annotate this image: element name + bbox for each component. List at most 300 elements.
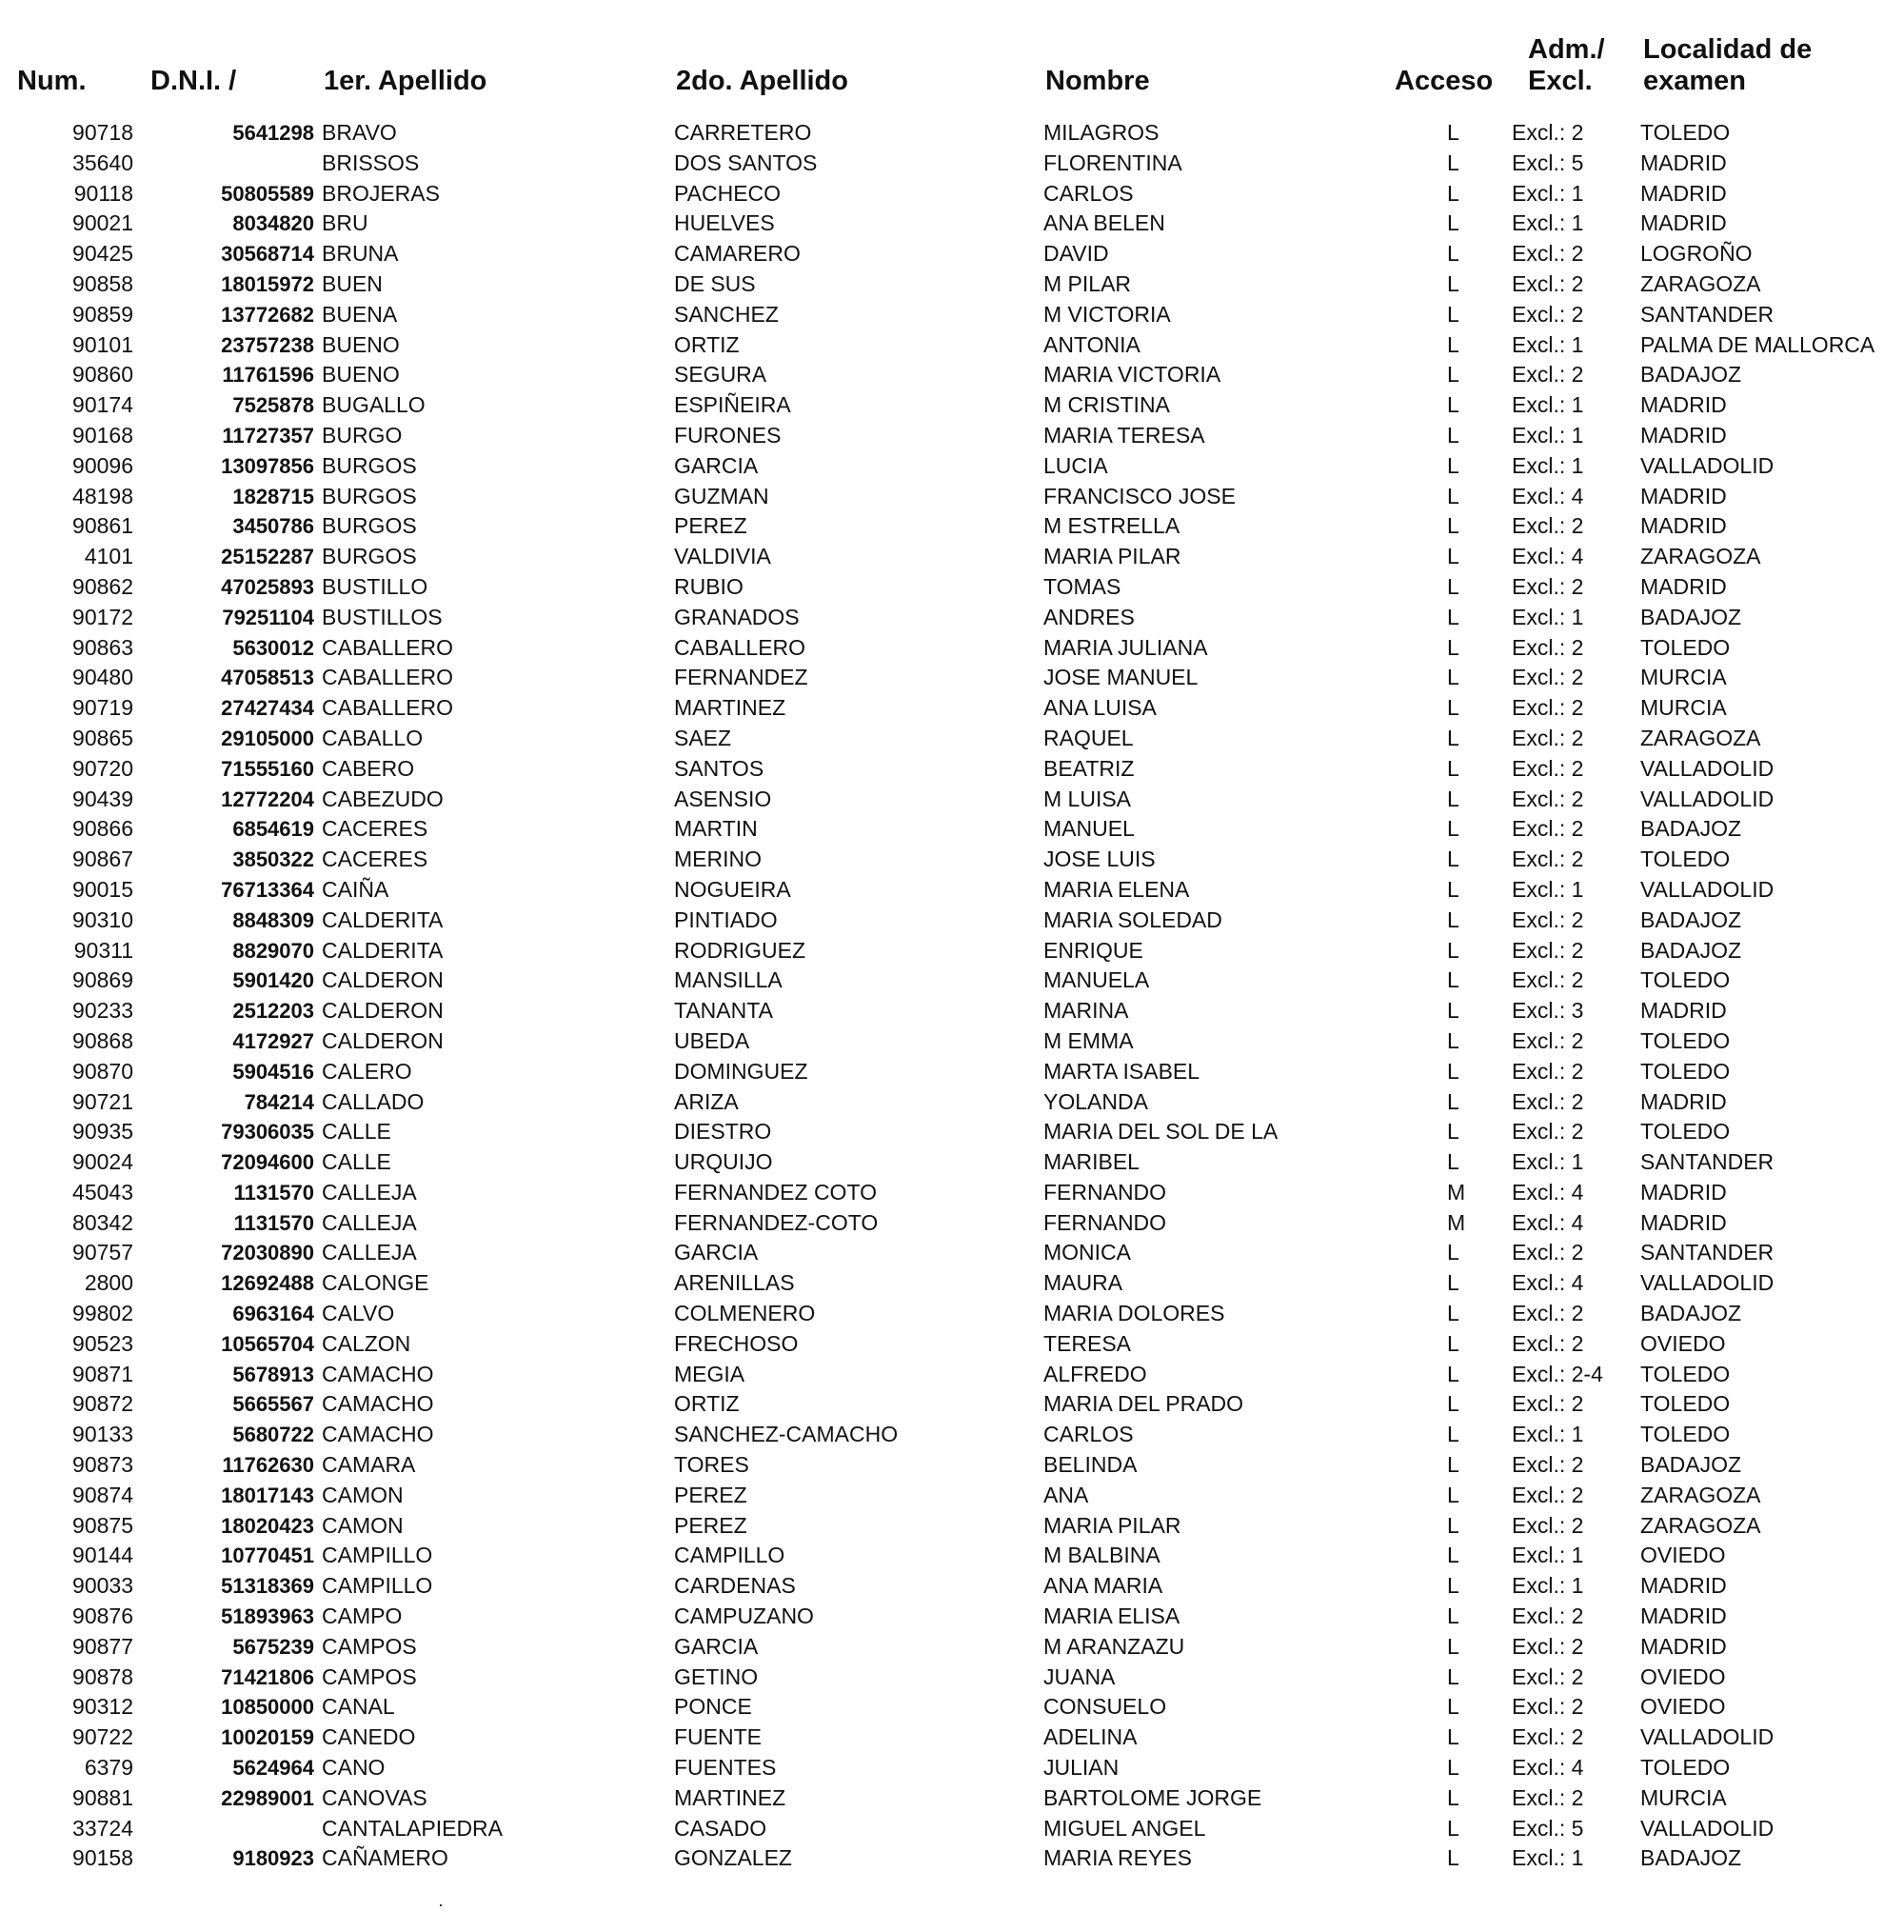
- cell-name: CARLOS: [1043, 1422, 1134, 1447]
- cell-exam-location: TOLEDO: [1640, 120, 1731, 145]
- cell-exam-location: MADRID: [1640, 392, 1727, 418]
- cell-second-surname: FERNANDEZ-COTO: [674, 1209, 879, 1235]
- cell-adm-excl: Excl.: 2: [1512, 1633, 1584, 1659]
- cell-num: 90872: [72, 1391, 133, 1417]
- table-row: [0, 693, 1904, 724]
- cell-first-surname: CALDERITA: [322, 937, 444, 963]
- cell-num: 90860: [72, 362, 133, 388]
- cell-dni: 50805589: [221, 181, 314, 206]
- cell-name: RAQUEL: [1043, 725, 1134, 750]
- cell-exam-location: BADAJOZ: [1640, 1301, 1742, 1326]
- cell-second-surname: UBEDA: [674, 1027, 750, 1053]
- cell-dni: 13772682: [221, 302, 314, 327]
- table-row: [0, 330, 1904, 361]
- table-row: [0, 1208, 1904, 1239]
- cell-second-surname: ASENSIO: [674, 786, 772, 811]
- cell-adm-excl: Excl.: 2: [1512, 695, 1584, 721]
- cell-dni: 5665567: [232, 1392, 314, 1417]
- cell-exam-location: TOLEDO: [1640, 967, 1731, 993]
- cell-num: 35640: [72, 149, 133, 175]
- cell-first-surname: CALLE: [322, 1149, 391, 1175]
- cell-second-surname: MARTINEZ: [674, 695, 786, 721]
- cell-dni: 79251104: [222, 605, 314, 629]
- cell-num: 2800: [84, 1270, 133, 1296]
- cell-dni: 10770451: [221, 1544, 314, 1568]
- cell-adm-excl: Excl.: 2: [1512, 1330, 1584, 1356]
- cell-num: 90868: [72, 1027, 133, 1053]
- cell-num: 90311: [73, 937, 133, 963]
- cell-second-surname: TANANTA: [674, 998, 773, 1024]
- cell-exam-location: BADAJOZ: [1640, 937, 1742, 963]
- cell-adm-excl: Excl.: 2: [1512, 270, 1584, 296]
- cell-second-surname: URQUIJO: [674, 1149, 773, 1175]
- cell-name: ANA BELEN: [1043, 210, 1165, 236]
- cell-first-surname: BURGOS: [322, 513, 417, 539]
- table-row: [0, 845, 1904, 875]
- cell-dni: 10850000: [221, 1695, 314, 1720]
- cell-name: M BALBINA: [1043, 1543, 1160, 1568]
- table-row: [0, 1178, 1904, 1208]
- cell-dni: 5675239: [232, 1634, 314, 1659]
- cell-name: FRANCISCO JOSE: [1043, 483, 1236, 508]
- cell-dni: 51318369: [221, 1574, 314, 1599]
- cell-exam-location: BADAJOZ: [1640, 816, 1742, 842]
- cell-name: BELINDA: [1043, 1452, 1138, 1478]
- table-row: [0, 1481, 1904, 1511]
- cell-dni: 3850322: [232, 847, 314, 872]
- cell-exam-location: MADRID: [1640, 1209, 1727, 1235]
- cell-name: M PILAR: [1043, 270, 1132, 296]
- table-row: [0, 1783, 1904, 1814]
- table-row: [0, 1087, 1904, 1118]
- cell-access: L: [1447, 573, 1459, 599]
- cell-name: BEATRIZ: [1043, 755, 1135, 781]
- table-row: [0, 542, 1904, 572]
- cell-exam-location: MADRID: [1640, 513, 1727, 539]
- cell-dni: 22989001: [221, 1785, 314, 1810]
- cell-adm-excl: Excl.: 2: [1512, 937, 1584, 963]
- scan-speck: [440, 1904, 442, 1906]
- cell-adm-excl: Excl.: 2: [1512, 634, 1584, 660]
- cell-dni: 6854619: [232, 817, 314, 842]
- cell-dni: 4172927: [232, 1028, 314, 1053]
- cell-exam-location: TOLEDO: [1640, 846, 1731, 872]
- cell-num: 90174: [72, 392, 133, 418]
- cell-num: 90871: [72, 1361, 133, 1386]
- cell-name: MARIA DOLORES: [1043, 1301, 1225, 1326]
- cell-second-surname: HUELVES: [674, 210, 775, 236]
- cell-exam-location: BADAJOZ: [1640, 906, 1742, 932]
- cell-access: L: [1447, 241, 1459, 267]
- cell-access: L: [1447, 1543, 1459, 1568]
- cell-num: 90874: [72, 1482, 133, 1507]
- header-access: Acceso: [1395, 66, 1494, 96]
- cell-access: L: [1447, 1301, 1459, 1326]
- cell-first-surname: CALZON: [322, 1330, 411, 1356]
- table-row: [0, 1238, 1904, 1268]
- cell-exam-location: ZARAGOZA: [1640, 544, 1761, 569]
- table-row: [0, 1450, 1904, 1481]
- cell-name: DAVID: [1043, 241, 1109, 267]
- cell-name: JULIAN: [1043, 1755, 1120, 1781]
- cell-access: L: [1447, 1422, 1459, 1447]
- cell-adm-excl: Excl.: 2: [1512, 1724, 1584, 1750]
- cell-second-surname: FUENTE: [674, 1724, 762, 1750]
- cell-adm-excl: Excl.: 2: [1512, 725, 1584, 750]
- cell-name: M ARANZAZU: [1043, 1633, 1185, 1659]
- cell-second-surname: MEGIA: [674, 1361, 745, 1386]
- cell-exam-location: BADAJOZ: [1640, 362, 1742, 388]
- cell-access: L: [1447, 1149, 1459, 1175]
- cell-dni: 6963164: [232, 1302, 314, 1326]
- cell-second-surname: CARRETERO: [674, 120, 812, 145]
- cell-first-surname: CALDERON: [322, 1027, 444, 1053]
- cell-second-surname: CABALLERO: [674, 634, 806, 660]
- cell-name: M VICTORIA: [1043, 301, 1171, 327]
- cell-first-surname: CANEDO: [322, 1724, 416, 1750]
- cell-dni: 27427434: [221, 696, 314, 721]
- cell-exam-location: VALLADOLID: [1640, 755, 1775, 781]
- table-row: [0, 966, 1904, 996]
- header-num: Num.: [17, 66, 87, 96]
- cell-access: L: [1447, 1119, 1459, 1145]
- table-row: [0, 996, 1904, 1026]
- cell-dni: 11727357: [222, 423, 314, 448]
- cell-adm-excl: Excl.: 5: [1512, 149, 1584, 175]
- table-row: [0, 754, 1904, 785]
- cell-exam-location: ZARAGOZA: [1640, 1482, 1761, 1507]
- cell-exam-location: VALLADOLID: [1640, 1724, 1775, 1750]
- cell-first-surname: CALLEJA: [322, 1240, 417, 1265]
- cell-access: L: [1447, 1391, 1459, 1417]
- cell-access: L: [1447, 1694, 1459, 1720]
- cell-first-surname: CALERO: [322, 1058, 412, 1084]
- cell-num: 90881: [72, 1784, 133, 1810]
- cell-second-surname: CAMPILLO: [674, 1543, 785, 1568]
- cell-num: 4101: [84, 544, 133, 569]
- cell-dni: 11761596: [222, 363, 314, 388]
- cell-num: 90870: [72, 1058, 133, 1084]
- cell-name: JOSE MANUEL: [1043, 665, 1199, 690]
- cell-name: MARIA JULIANA: [1043, 634, 1208, 660]
- cell-access: L: [1447, 1240, 1459, 1265]
- cell-exam-location: SANTANDER: [1640, 301, 1775, 327]
- cell-first-surname: CANAL: [322, 1694, 395, 1720]
- cell-adm-excl: Excl.: 2: [1512, 1119, 1584, 1145]
- cell-num: 90875: [72, 1512, 133, 1538]
- cell-access: L: [1447, 180, 1459, 206]
- cell-exam-location: MADRID: [1640, 1179, 1727, 1205]
- table-row: [0, 1360, 1904, 1390]
- cell-num: 90024: [72, 1149, 133, 1175]
- cell-access: L: [1447, 1361, 1459, 1386]
- table-row: [0, 149, 1904, 179]
- cell-second-surname: GUZMAN: [674, 483, 769, 508]
- table-row: [0, 1663, 1904, 1693]
- cell-adm-excl: Excl.: 1: [1512, 876, 1584, 902]
- cell-second-surname: CAMARERO: [674, 241, 801, 267]
- cell-adm-excl: Excl.: 4: [1512, 1209, 1584, 1235]
- cell-second-surname: RODRIGUEZ: [674, 937, 805, 963]
- cell-name: BARTOLOME JORGE: [1043, 1784, 1262, 1810]
- cell-num: 90867: [72, 846, 133, 872]
- cell-adm-excl: Excl.: 4: [1512, 1179, 1584, 1205]
- cell-dni: 10565704: [221, 1331, 314, 1356]
- cell-num: 90878: [72, 1663, 133, 1689]
- cell-exam-location: TOLEDO: [1640, 1119, 1731, 1145]
- cell-second-surname: MANSILLA: [674, 967, 783, 993]
- header-adm-line2: Excl.: [1528, 66, 1593, 96]
- cell-exam-location: VALLADOLID: [1640, 1270, 1775, 1296]
- cell-name: FERNANDO: [1043, 1179, 1167, 1205]
- cell-num: 90876: [72, 1603, 133, 1629]
- cell-second-surname: PONCE: [674, 1694, 752, 1720]
- cell-num: 90873: [72, 1452, 133, 1478]
- cell-second-surname: SAEZ: [674, 725, 732, 750]
- cell-num: 90861: [72, 513, 133, 539]
- cell-first-surname: BURGOS: [322, 452, 417, 478]
- cell-num: 90877: [72, 1633, 133, 1659]
- cell-name: MARIA DEL SOL DE LA: [1043, 1119, 1279, 1145]
- cell-name: ADELINA: [1043, 1724, 1138, 1750]
- cell-num: 90310: [72, 906, 133, 932]
- cell-access: L: [1447, 634, 1459, 660]
- cell-access: L: [1447, 1270, 1459, 1296]
- cell-name: ENRIQUE: [1043, 937, 1143, 963]
- cell-name: MIGUEL ANGEL: [1043, 1815, 1206, 1841]
- cell-first-surname: CAIÑA: [322, 876, 389, 902]
- table-row: [0, 1753, 1904, 1783]
- cell-access: L: [1447, 1027, 1459, 1053]
- cell-adm-excl: Excl.: 1: [1512, 604, 1584, 629]
- cell-second-surname: ORTIZ: [674, 1391, 740, 1417]
- cell-access: L: [1447, 604, 1459, 629]
- cell-num: 99802: [72, 1301, 133, 1326]
- cell-num: 90144: [72, 1543, 133, 1568]
- cell-dni: 47025893: [221, 574, 314, 599]
- table-row: [0, 451, 1904, 482]
- table-row: [0, 421, 1904, 451]
- table-row: [0, 1147, 1904, 1178]
- cell-access: L: [1447, 695, 1459, 721]
- cell-name: MARIA SOLEDAD: [1043, 906, 1222, 932]
- cell-name: MARIA PILAR: [1043, 1512, 1181, 1538]
- cell-first-surname: CAMPO: [322, 1603, 403, 1629]
- cell-adm-excl: Excl.: 2: [1512, 241, 1584, 267]
- cell-exam-location: TOLEDO: [1640, 1422, 1731, 1447]
- cell-dni: 1131570: [233, 1180, 314, 1205]
- cell-first-surname: BURGOS: [322, 483, 417, 508]
- cell-num: 90863: [72, 634, 133, 660]
- cell-dni: 8829070: [232, 938, 314, 963]
- cell-second-surname: SANCHEZ-CAMACHO: [674, 1422, 899, 1447]
- cell-first-surname: BRAVO: [322, 120, 397, 145]
- cell-name: ANA MARIA: [1043, 1573, 1163, 1599]
- cell-dni: 7525878: [232, 393, 314, 418]
- cell-name: MARIA ELENA: [1043, 876, 1190, 902]
- header-name: Nombre: [1045, 66, 1150, 96]
- cell-exam-location: MADRID: [1640, 422, 1727, 448]
- table-row: [0, 360, 1904, 390]
- cell-name: MARIA ELISA: [1043, 1603, 1180, 1629]
- table-row: [0, 785, 1904, 815]
- cell-num: 80342: [72, 1209, 133, 1235]
- header-location-line1: Localidad de: [1643, 34, 1813, 65]
- cell-second-surname: GONZALEZ: [674, 1845, 792, 1871]
- cell-access: L: [1447, 483, 1459, 508]
- cell-name: CONSUELO: [1043, 1694, 1167, 1720]
- cell-dni: 5680722: [232, 1423, 314, 1447]
- cell-access: L: [1447, 1330, 1459, 1356]
- cell-first-surname: CALVO: [322, 1301, 395, 1326]
- table-row: [0, 300, 1904, 330]
- cell-second-surname: DOS SANTOS: [674, 149, 818, 175]
- cell-dni: 5641298: [232, 121, 314, 145]
- cell-exam-location: MADRID: [1640, 998, 1727, 1024]
- cell-num: 90935: [72, 1119, 133, 1145]
- cell-adm-excl: Excl.: 2: [1512, 755, 1584, 781]
- cell-exam-location: VALLADOLID: [1640, 1815, 1775, 1841]
- cell-access: L: [1447, 998, 1459, 1024]
- cell-dni: 23757238: [221, 332, 314, 357]
- header-location-line2: examen: [1643, 66, 1747, 96]
- table-row: [0, 1268, 1904, 1299]
- cell-exam-location: SANTANDER: [1640, 1149, 1775, 1175]
- cell-num: 6379: [84, 1755, 133, 1781]
- cell-access: L: [1447, 725, 1459, 750]
- cell-name: MARIA DEL PRADO: [1043, 1391, 1244, 1417]
- table-row: [0, 179, 1904, 209]
- cell-access: L: [1447, 513, 1459, 539]
- cell-dni: 5630012: [232, 635, 314, 660]
- cell-access: L: [1447, 755, 1459, 781]
- cell-adm-excl: Excl.: 2: [1512, 1088, 1584, 1114]
- table-row: [0, 1057, 1904, 1087]
- cell-second-surname: SANTOS: [674, 755, 764, 781]
- cell-exam-location: TOLEDO: [1640, 1755, 1731, 1781]
- cell-dni: 5624964: [232, 1756, 314, 1781]
- table-row: [0, 1026, 1904, 1057]
- cell-adm-excl: Excl.: 1: [1512, 210, 1584, 236]
- cell-second-surname: GETINO: [674, 1663, 759, 1689]
- cell-num: 90033: [72, 1573, 133, 1599]
- cell-second-surname: GARCIA: [674, 1240, 759, 1265]
- cell-first-surname: BURGOS: [322, 544, 417, 569]
- cell-num: 90233: [72, 998, 133, 1024]
- cell-adm-excl: Excl.: 2: [1512, 786, 1584, 811]
- cell-dni: 9180923: [232, 1846, 314, 1871]
- cell-num: 90172: [72, 604, 133, 629]
- cell-num: 90865: [72, 725, 133, 750]
- cell-adm-excl: Excl.: 2: [1512, 816, 1584, 842]
- cell-second-surname: PACHECO: [674, 180, 782, 206]
- cell-name: MARIA TERESA: [1043, 422, 1205, 448]
- table-row: [0, 1843, 1904, 1874]
- cell-name: M EMMA: [1043, 1027, 1134, 1053]
- cell-adm-excl: Excl.: 5: [1512, 1815, 1584, 1841]
- cell-dni: 25152287: [221, 545, 314, 569]
- cell-name: MARIA PILAR: [1043, 544, 1181, 569]
- cell-first-surname: CACERES: [322, 816, 428, 842]
- cell-adm-excl: Excl.: 1: [1512, 452, 1584, 478]
- cell-dni: 29105000: [221, 726, 314, 750]
- cell-first-surname: BUENA: [322, 301, 398, 327]
- cell-adm-excl: Excl.: 2: [1512, 967, 1584, 993]
- table-row: [0, 1571, 1904, 1602]
- cell-second-surname: FERNANDEZ: [674, 665, 808, 690]
- cell-name: TOMAS: [1043, 573, 1121, 599]
- cell-access: L: [1447, 270, 1459, 296]
- cell-num: 90720: [72, 755, 133, 781]
- cell-num: 90096: [72, 452, 133, 478]
- cell-first-surname: CAMPILLO: [322, 1573, 433, 1599]
- cell-adm-excl: Excl.: 2: [1512, 301, 1584, 327]
- cell-second-surname: COLMENERO: [674, 1301, 816, 1326]
- cell-exam-location: VALLADOLID: [1640, 786, 1775, 811]
- cell-dni: 51893963: [221, 1604, 314, 1629]
- cell-dni: 71421806: [221, 1664, 314, 1689]
- cell-first-surname: BURGO: [322, 422, 403, 448]
- cell-second-surname: CAMPUZANO: [674, 1603, 814, 1629]
- cell-second-surname: FUENTES: [674, 1755, 777, 1781]
- cell-num: 90101: [72, 331, 133, 357]
- cell-name: FERNANDO: [1043, 1209, 1167, 1235]
- cell-exam-location: ZARAGOZA: [1640, 270, 1761, 296]
- cell-num: 90480: [72, 665, 133, 690]
- cell-second-surname: VALDIVIA: [674, 544, 771, 569]
- table-row: [0, 1541, 1904, 1571]
- cell-dni: 12692488: [221, 1271, 314, 1296]
- cell-access: L: [1447, 1724, 1459, 1750]
- cell-exam-location: BADAJOZ: [1640, 604, 1742, 629]
- cell-first-surname: CALLE: [322, 1119, 391, 1145]
- cell-adm-excl: Excl.: 1: [1512, 180, 1584, 206]
- cell-exam-location: TOLEDO: [1640, 1058, 1731, 1084]
- cell-access: L: [1447, 544, 1459, 569]
- cell-access: L: [1447, 149, 1459, 175]
- table-row: [0, 209, 1904, 239]
- cell-exam-location: BADAJOZ: [1640, 1845, 1742, 1871]
- cell-exam-location: ZARAGOZA: [1640, 1512, 1761, 1538]
- cell-access: L: [1447, 816, 1459, 842]
- cell-access: L: [1447, 1603, 1459, 1629]
- cell-name: MILAGROS: [1043, 120, 1160, 145]
- table-row: [0, 390, 1904, 421]
- cell-dni: 1828715: [232, 484, 314, 508]
- cell-adm-excl: Excl.: 2: [1512, 906, 1584, 932]
- header-dni: D.N.I. /: [150, 66, 237, 96]
- cell-exam-location: MADRID: [1640, 210, 1727, 236]
- cell-exam-location: TOLEDO: [1640, 1361, 1731, 1386]
- cell-first-surname: CACERES: [322, 846, 428, 872]
- cell-adm-excl: Excl.: 4: [1512, 1755, 1584, 1781]
- table-row: [0, 1602, 1904, 1632]
- candidate-table-body: [0, 118, 1904, 1874]
- cell-first-surname: BUENO: [322, 362, 400, 388]
- cell-second-surname: GRANADOS: [674, 604, 800, 629]
- cell-exam-location: MADRID: [1640, 1088, 1727, 1114]
- cell-first-surname: CABERO: [322, 755, 415, 781]
- cell-dni: 8848309: [232, 907, 314, 932]
- table-row: [0, 1814, 1904, 1844]
- cell-first-surname: CAMPOS: [322, 1663, 417, 1689]
- table-row: [0, 239, 1904, 269]
- cell-dni: 13097856: [221, 453, 314, 478]
- table-row: [0, 1511, 1904, 1542]
- cell-access: L: [1447, 1663, 1459, 1689]
- table-row: [0, 603, 1904, 633]
- cell-access: M: [1447, 1179, 1466, 1205]
